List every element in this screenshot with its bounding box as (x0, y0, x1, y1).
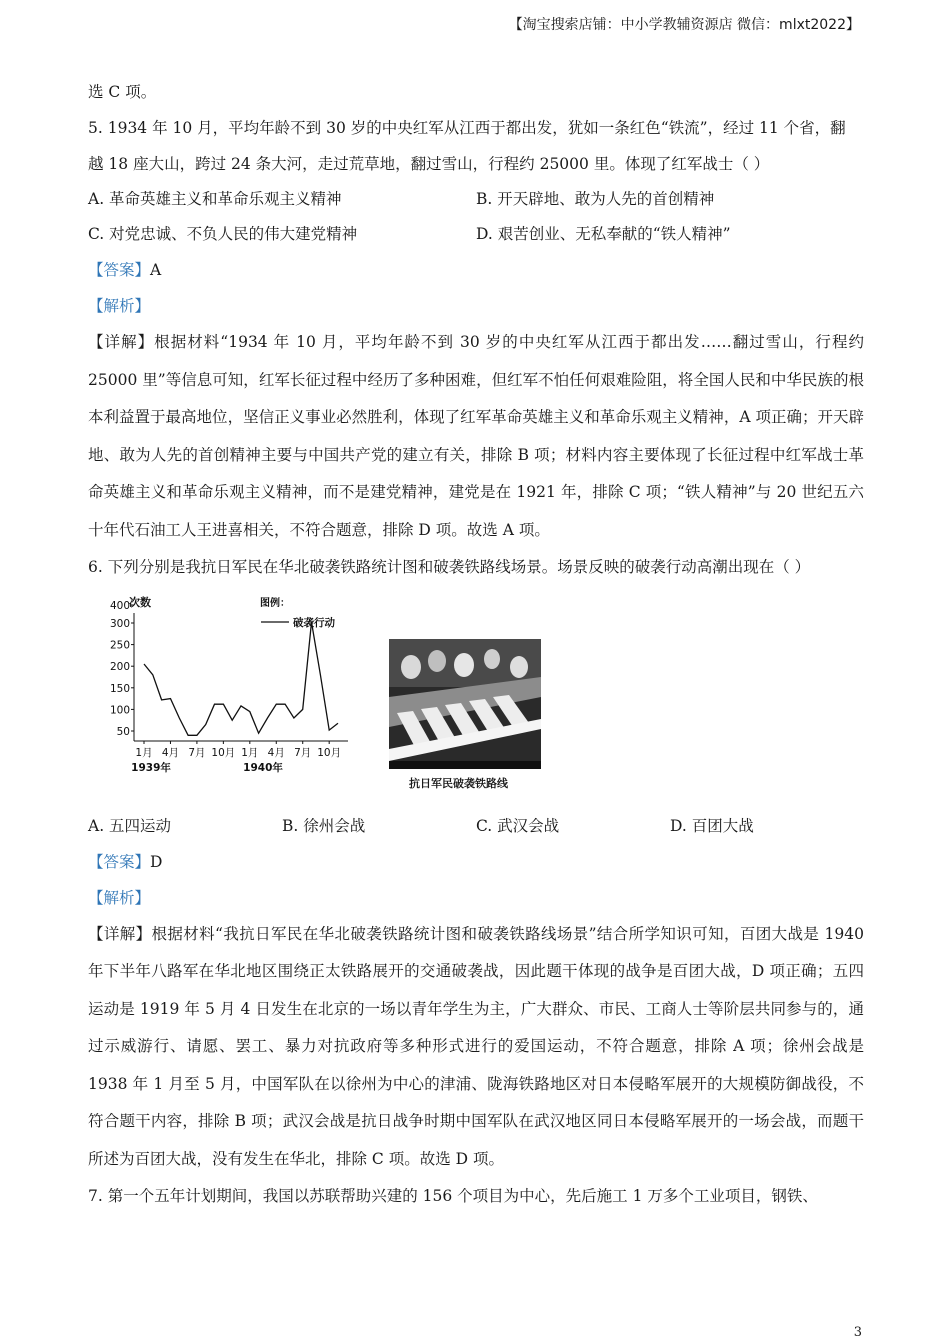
q6-answer-value: D (150, 852, 163, 871)
q5-options-row-2 (88, 217, 864, 252)
railway-sabotage-photo (389, 639, 541, 769)
x-tick-label: 10月 (317, 746, 342, 759)
q6-analysis-label: 【解析】 (88, 888, 151, 907)
q7-stem: 7. 第一个五年计划期间，我国以苏联帮助兴建的 156 个项目为中心，先后施工 1 万多个工业项目，钢铁、 (88, 1187, 818, 1205)
q5-answer-label: 【答案】 (88, 261, 151, 279)
q5-option-c: C. 对党忠诚、不负人民的伟大建党精神 (88, 225, 358, 243)
chart-legend-title: 图例： (260, 597, 290, 609)
q5-detail-label: 【详解】 (88, 333, 155, 351)
raid-statistics-chart (103, 593, 358, 778)
y-tick-label: 400 (109, 599, 130, 612)
y-tick-label: 200 (109, 660, 130, 673)
q6-detail-label: 【详解】 (88, 924, 152, 943)
document-body (88, 74, 864, 1214)
q6-figure (88, 589, 864, 809)
year-label: 1939年 (131, 761, 171, 774)
q5-option-d: D. 艰苦创业、无私奉献的“铁人精神” (476, 225, 731, 243)
q5-stem-line-2: 越 18 座大山，跨过 24 条大河，走过荒草地，翻过雪山，行程约 25000 里。体现了红军战士（ ） (88, 155, 770, 173)
q6-stem: 6. 下列分别是我抗日军民在华北破袭铁路统计图和破袭铁路线场景。场景反映的破袭行动高潮出现在（ ） (88, 558, 811, 576)
x-tick-label: 7月 (294, 746, 312, 759)
q6-option-c: C. 武汉会战 (476, 816, 560, 835)
chart-ylabel: 次数 (129, 595, 151, 609)
q6-option-a: A. 五四运动 (88, 816, 172, 835)
q6-options-row (88, 809, 864, 844)
photo-caption: 抗日军民破袭铁路线 (409, 776, 508, 790)
x-tick-label: 4月 (267, 746, 285, 759)
x-tick-label: 7月 (188, 746, 206, 759)
q6-option-d: D. 百团大战 (670, 816, 754, 835)
year-label: 1940年 (243, 761, 283, 774)
q5-answer-value: A (150, 261, 162, 279)
q4-tail: 选 C 项。 (88, 83, 157, 101)
page-number: 3 (853, 1325, 862, 1340)
y-tick-label: 50 (116, 725, 130, 738)
page-header: 【淘宝搜索店铺：中小学教辅资源店 微信：mlxt2022】 (508, 17, 860, 33)
q6-answer (88, 844, 864, 880)
q5-analysis (88, 288, 864, 324)
q6-detail (88, 916, 864, 1179)
q5-analysis-label: 【解析】 (88, 297, 151, 315)
x-tick-label: 10月 (211, 746, 236, 759)
q6-answer-label: 【答案】 (88, 852, 151, 871)
q6-detail-text: 根据材料“我抗日军民在华北破袭铁路统计图和破袭铁路线场景”结合所学知识可知，百团大战是 1940 年下半年八路军在华北地区围绕正太铁路展开的交通破袭战，因此题干体现的战争是百团大战，D 项正确；五四运动是 1919 年 5 月 4 日发生在北京的一场以青年学生为主，广大群众、市民、工商人士等阶层共同参与的，通过示威游行、请愿、罢工、暴力对抗政府等多种形式进行的爱国运动，不符合题意，排除 A 项；徐州会战是 1938 年 1 月至 5 月，中国军队在以徐州为中心的津浦、陇海铁路地区对日本侵略军展开的大规模防御战役，不符合题干内容，排除 B 项；武汉会战是抗日战争时期中国军队在武汉地区同日本侵略军展开的一场会战，而题干所述为百团大战，没有发生在华北，排除 C 项。故选 D 项。 (88, 924, 864, 1168)
q5-detail (88, 324, 864, 549)
chart-series-line (144, 622, 338, 735)
chart-legend-label: 破袭行动 (293, 616, 335, 629)
q6-analysis (88, 880, 864, 916)
q5-detail-text: 根据材料“1934 年 10 月，平均年龄不到 30 岁的中央红军从江西于都出发……翻过雪山，行程约 25000 里”等信息可知，红军长征过程中经历了多种困难，但红军不怕任何艰难险阻，将全国人民和中华民族的根本利益置于最高地位，坚信正义事业必然胜利，体现了红军革命英雄主义和革命乐观主义精神，A 项正确；开天辟地、敢为人先的首创精神主要与中国共产党的建立有关，排除 B 项；材料内容主要体现了长征过程中红军战士革命英雄主义和革命乐观主义精神，而不是建党精神，建党是在 1921 年，排除 C 项；“铁人精神”与 20 世纪五六十年代石油工人王进喜相关，不符合题意，排除 D 项。故选 A 项。 (88, 333, 864, 539)
x-tick-label: 1月 (135, 746, 153, 759)
y-tick-label: 300 (109, 617, 130, 630)
x-tick-label: 1月 (241, 746, 259, 759)
q5-stem-line-1: 5. 1934 年 10 月，平均年龄不到 30 岁的中央红军从江西于都出发，犹如一条红色“铁流”，经过 11 个省，翻 (88, 119, 846, 137)
q5-answer (88, 252, 864, 288)
q6-option-b: B. 徐州会战 (282, 816, 366, 835)
x-tick-label: 4月 (161, 746, 180, 759)
y-tick-label: 150 (109, 682, 130, 695)
y-tick-label: 100 (109, 703, 130, 716)
y-tick-label: 250 (109, 639, 130, 652)
q5-options-row-1 (88, 182, 864, 217)
q5-option-a: A. 革命英雄主义和革命乐观主义精神 (88, 190, 342, 208)
q5-option-b: B. 开天辟地、敢为人先的首创精神 (476, 190, 715, 208)
